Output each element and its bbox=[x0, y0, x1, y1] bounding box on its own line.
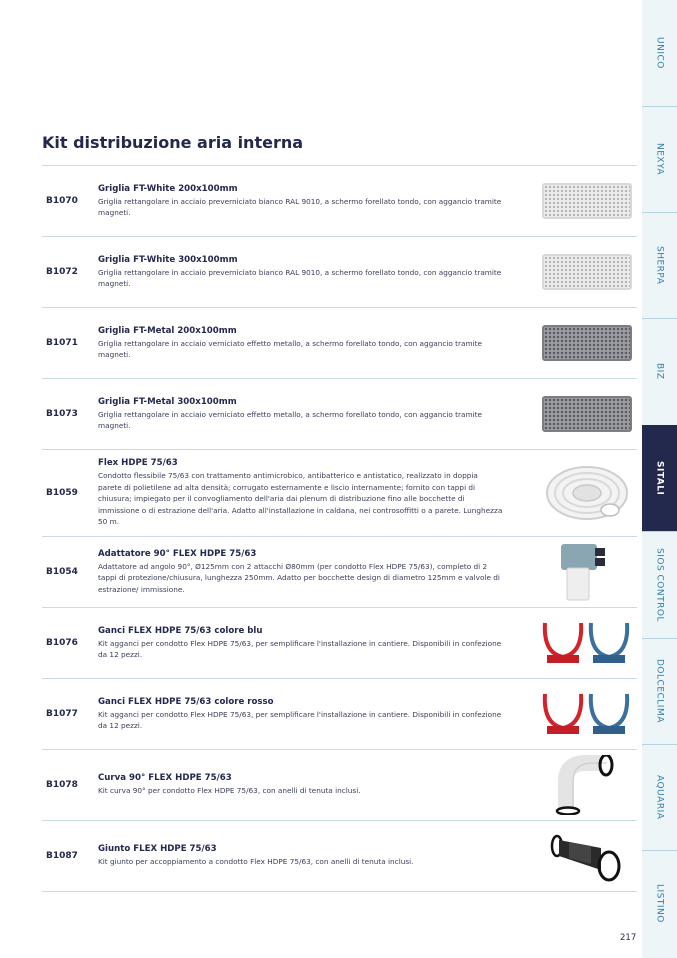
product-name: Flex HDPE 75/63 bbox=[98, 458, 178, 469]
product-name: Adattatore 90° FLEX HDPE 75/63 bbox=[98, 548, 257, 559]
tab-sitali[interactable]: SITALI bbox=[642, 425, 677, 532]
product-description: Griglia rettangolare in acciaio verniciato effetto metallo, a schermo forellato tondo, con aggancio tramite magneti. bbox=[98, 409, 483, 430]
page-number: 217 bbox=[620, 933, 637, 943]
metal-grille-image bbox=[537, 379, 637, 449]
product-description: Kit curva 90° per condotto Flex HDPE 75/63, con anelli di tenuta inclusi. bbox=[98, 786, 361, 796]
product-row-b1077 bbox=[42, 678, 637, 749]
product-code: B1078 bbox=[46, 780, 78, 790]
product-code: B1071 bbox=[46, 338, 78, 348]
product-description: Kit giunto per accoppiamento a condotto Flex HDPE 75/63, con anelli di tenuta inclusi. bbox=[98, 857, 414, 867]
tab-nexya[interactable]: NEXYA bbox=[642, 106, 677, 213]
product-row-b1076 bbox=[42, 607, 637, 678]
product-row-b1073 bbox=[42, 378, 637, 449]
tab-unico[interactable]: UNICO bbox=[642, 0, 677, 107]
tab-aquaria[interactable]: AQUARIA bbox=[642, 744, 677, 851]
product-row-b1071 bbox=[42, 307, 637, 378]
product-code: B1072 bbox=[46, 267, 78, 277]
product-description: Adattatore ad angolo 90°, Ø125mm con 2 attacchi Ø80mm (per condotto Flex HDPE 75/63), completo di 2 tappi di protezione/chiusura, lunghezza 250mm. Adatto per bocchette design di diametro 125mm e valvole di estrazione/ immissione. bbox=[98, 561, 500, 594]
product-description: Kit agganci per condotto Flex HDPE 75/63, per semplificare l'installazione in cantiere. Disponibili in confezione da 12 pezzi. bbox=[98, 709, 502, 730]
product-description: Kit agganci per condotto Flex HDPE 75/63, per semplificare l'installazione in cantiere. Disponibili in confezione da 12 pezzi. bbox=[98, 638, 502, 659]
section-sidebar bbox=[642, 0, 677, 958]
adapter-90-image bbox=[537, 537, 637, 607]
hooks-image bbox=[537, 608, 637, 678]
product-description: Griglia rettangolare in acciaio verniciato effetto metallo, a schermo forellato tondo, con aggancio tramite magneti. bbox=[98, 338, 483, 359]
white-grille-image bbox=[537, 237, 637, 307]
product-description: Griglia rettangolare in acciaio preverniciato bianco RAL 9010, a schermo forellato tondo, con aggancio tramite magneti. bbox=[98, 267, 502, 288]
metal-grille-image bbox=[537, 308, 637, 378]
product-description: Condotto flessibile 75/63 con trattamento antimicrobico, antibatterico e antistatico, realizzato in doppia parete di polietilene ad alta densità; corrugato esternamente e liscio internamente; fornito con tappi di chiusura; impiegato per il convogliamento dell'aria dai plenum di distribuzione fino alle bocchette di immissione o di estrazione dell'aria. Adatto all'installazione in caldana, nei controsoffitti o a parete. Lunghezza 50 m. bbox=[98, 471, 503, 527]
tab-sios-control[interactable]: SIOS CONTROL bbox=[642, 531, 677, 639]
product-code: B1077 bbox=[46, 709, 78, 719]
product-code: B1073 bbox=[46, 409, 78, 419]
product-name: Giunto FLEX HDPE 75/63 bbox=[98, 844, 217, 855]
product-code: B1070 bbox=[46, 196, 78, 206]
hooks-image bbox=[537, 679, 637, 749]
product-row-b1087 bbox=[42, 820, 637, 892]
page-title: Kit distribuzione aria interna bbox=[42, 133, 304, 152]
product-name: Curva 90° FLEX HDPE 75/63 bbox=[98, 773, 232, 784]
product-code: B1059 bbox=[46, 488, 78, 498]
tab-sherpa[interactable]: SHERPA bbox=[642, 212, 677, 319]
product-name: Griglia FT-White 300x100mm bbox=[98, 254, 238, 265]
product-code: B1054 bbox=[46, 567, 78, 577]
tab-dolceclima[interactable]: DOLCECLIMA bbox=[642, 638, 677, 745]
product-name: Griglia FT-White 200x100mm bbox=[98, 183, 238, 194]
flex-duct-coil-image bbox=[537, 450, 637, 536]
product-row-b1072 bbox=[42, 236, 637, 307]
product-name: Griglia FT-Metal 200x100mm bbox=[98, 325, 237, 336]
product-name: Ganci FLEX HDPE 75/63 colore rosso bbox=[98, 696, 274, 707]
product-row-b1054 bbox=[42, 536, 637, 607]
product-description: Griglia rettangolare in acciaio preverniciato bianco RAL 9010, a schermo forellato tondo, con aggancio tramite magneti. bbox=[98, 196, 502, 217]
joint-image bbox=[537, 821, 637, 891]
elbow-90-image bbox=[537, 750, 637, 820]
product-list bbox=[42, 165, 637, 892]
tab-biz[interactable]: BIZ bbox=[642, 318, 677, 426]
product-code: B1087 bbox=[46, 851, 78, 861]
tab-listino[interactable]: LISTINO bbox=[654, 884, 665, 923]
product-name: Ganci FLEX HDPE 75/63 colore blu bbox=[98, 625, 263, 636]
product-row-b1059 bbox=[42, 449, 637, 536]
white-grille-image bbox=[537, 166, 637, 236]
product-name: Griglia FT-Metal 300x100mm bbox=[98, 396, 237, 407]
product-row-b1078 bbox=[42, 749, 637, 820]
product-row-b1070 bbox=[42, 165, 637, 236]
product-code: B1076 bbox=[46, 638, 78, 648]
